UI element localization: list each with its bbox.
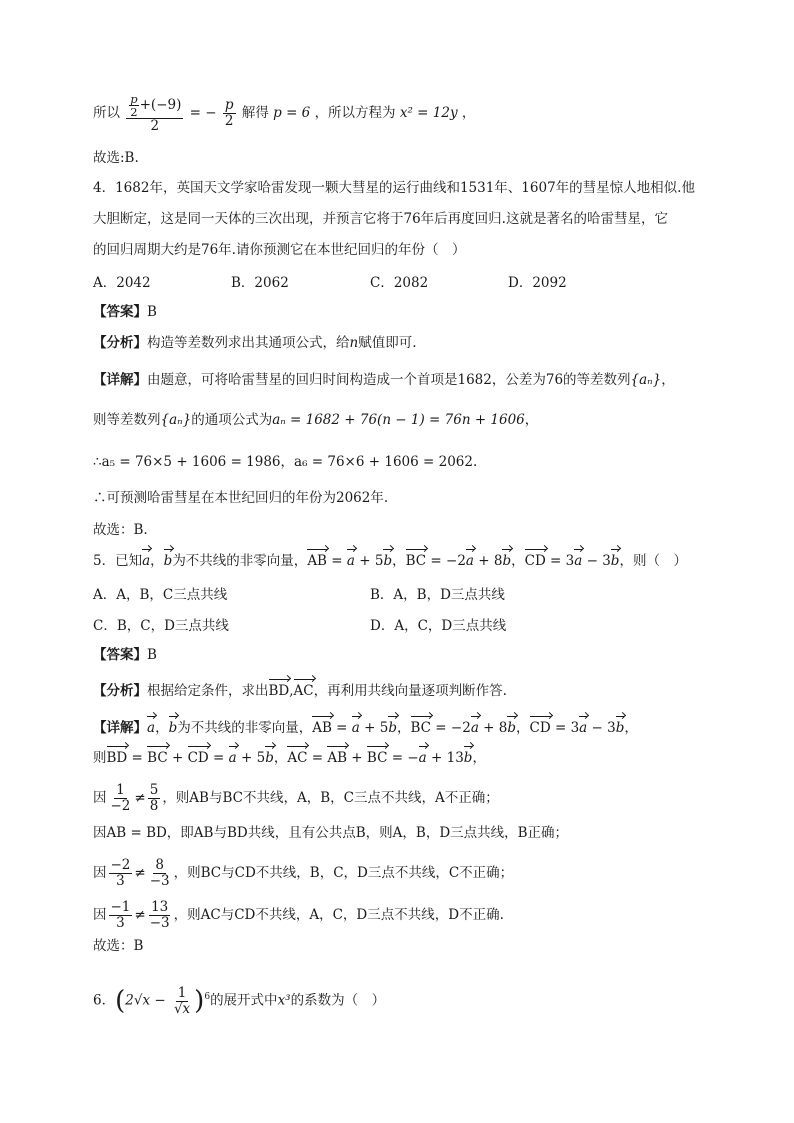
q5-choice: 故选：B bbox=[93, 938, 144, 954]
q4-answer: 【答案】B bbox=[93, 304, 157, 320]
q4-detail-line-1: 【详解】由题意，可将哈雷彗星的回归时间构造成一个首项是1682，公差为76的等差数列{aₙ}， bbox=[93, 372, 675, 388]
q5-option-a: A．A，B，C三点共线 bbox=[93, 587, 228, 603]
q4-option-b: B．2062 bbox=[231, 275, 289, 291]
q5-detail-line-2: 则BD = BC + CD = a + 5b，AC = AB + BC = −a + 13b， bbox=[93, 750, 486, 766]
q4-option-c: C．2082 bbox=[370, 275, 429, 291]
q5-option-d: D．A，C，D三点共线 bbox=[370, 618, 507, 634]
q4-stem-line-1: 4．1682年，英国天文学家哈雷发现一颗大彗星的运行曲线和1531年、1607年的彗星惊人地相似.他 bbox=[93, 180, 695, 196]
q5-reason-b: 因AB = BD，即AB与BD共线，且有公共点B，则A，B，D三点共线，B正确； bbox=[93, 825, 569, 841]
q3-left-fraction: $\frac{p}{2}$ +(−9) 2 bbox=[126, 93, 183, 134]
q3-right-fraction: $\frac{p}{2}$ bbox=[224, 97, 234, 129]
q5-option-b: B．A，B，D三点共线 bbox=[370, 587, 505, 603]
q4-option-a: A．2042 bbox=[93, 275, 151, 291]
q5-option-c: C．B，C，D三点共线 bbox=[93, 618, 229, 634]
q4-detail-line-4: ∴可预测哈雷彗星在本世纪回归的年份为2062年. bbox=[93, 490, 389, 506]
q4-choice: 故选：B. bbox=[93, 522, 148, 538]
q5-stem: 5．已知a，b为不共线的非零向量，AB = a + 5b，BC = −2a + 8b，CD = 3a − 3b，则（ ） bbox=[93, 553, 687, 569]
q3-choice: 故选:B. bbox=[93, 150, 139, 166]
q5-reason-a: 因 $\frac{1}{-2}$ ≠ $\frac{5}{8}$ ，则AB与BC不共线，A，B，C三点不共线，A不正确； bbox=[93, 782, 499, 814]
q6-stem: 6．(2√x − $\frac{1}{√x}$ )$^6$的展开式中x³的系数为（ ） bbox=[93, 984, 386, 1017]
q4-option-d: D．2092 bbox=[508, 275, 567, 291]
q3-solution-line: 所以 $\frac{p}{2}$ +(−9) 2 = − $\frac{p}{2}$ 解得 p = 6 ，所以方程为 x² = 12y ， bbox=[93, 92, 476, 135]
q4-detail-line-2: 则等差数列{aₙ}的通项公式为aₙ = 1682 + 76(n − 1) = 76n + 1606， bbox=[93, 412, 539, 428]
q5-reason-d: 因 $\frac{-1}{3}$ ≠ $\frac{13}{-3}$ ，则AC与CD不共线，A，C，D三点不共线，D不正确. bbox=[93, 899, 504, 931]
q4-analysis: 【分析】构造等差数列求出其通项公式，给n赋值即可. bbox=[93, 335, 417, 351]
q5-reason-c: 因 $\frac{-2}{3}$ ≠ $\frac{8}{-3}$ ，则BC与CD不共线，B，C，D三点不共线，C不正确； bbox=[93, 857, 514, 889]
q5-detail-line-1: 【详解】a，b为不共线的非零向量，AB = a + 5b，BC = −2a + 8b，CD = 3a − 3b， bbox=[93, 720, 638, 736]
q4-stem-line-3: 的回归周期大约是76年.请你预测它在本世纪回归的年份（ ） bbox=[93, 242, 466, 258]
q3-lead-text: 所以 bbox=[93, 104, 120, 121]
q5-answer: 【答案】B bbox=[93, 647, 157, 663]
q5-analysis: 【分析】根据给定条件，求出BD,AC，再利用共线向量逐项判断作答. bbox=[93, 683, 507, 699]
q3-inner-fraction: $\frac{p}{2}$ bbox=[130, 92, 138, 120]
q4-stem-line-2: 大胆断定，这是同一天体的三次出现，并预言它将于76年后再度回归.这就是著名的哈雷彗星，它 bbox=[93, 211, 668, 227]
q4-detail-line-3: ∴a₅ = 76×5 + 1606 = 1986，a₆ = 76×6 + 1606 = 2062. bbox=[93, 454, 478, 470]
